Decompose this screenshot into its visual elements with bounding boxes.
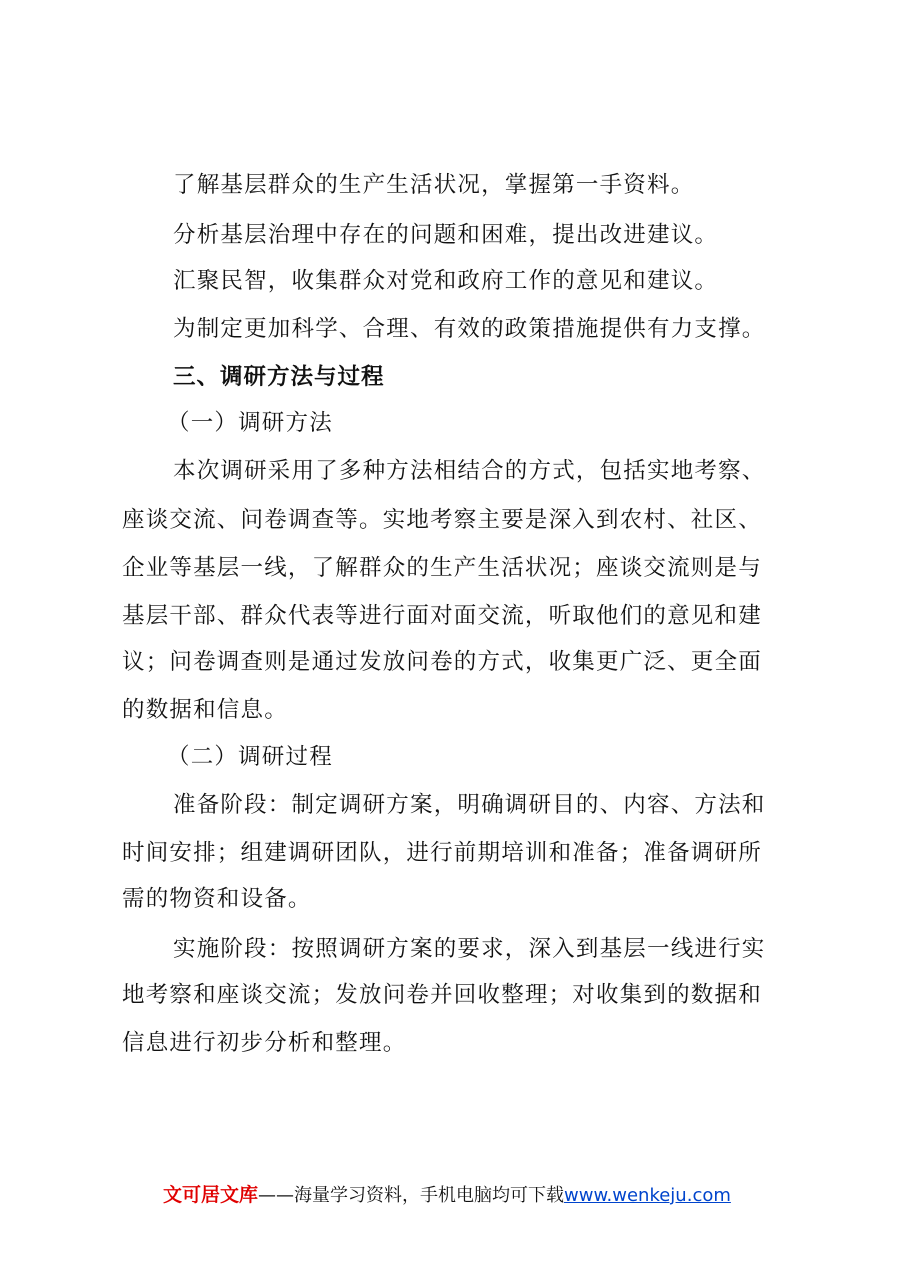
methods-line-4: 基层干部、群众代表等进行面对面交流，听取他们的意见和建: [122, 603, 762, 629]
process-prep-line-1: 准备阶段：制定调研方案，明确调研目的、内容、方法和: [173, 792, 766, 818]
footer-tagline: ——海量学习资料，手机电脑均可下载: [258, 1185, 565, 1206]
body-line-1: 了解基层群众的生产生活状况，掌握第一手资料。: [173, 172, 695, 198]
body-line-2: 分析基层治理中存在的问题和困难，提出改进建议。: [173, 222, 719, 248]
methods-line-6: 的数据和信息。: [122, 697, 288, 723]
process-impl-line-2: 地考察和座谈交流；发放问卷并回收整理；对收集到的数据和: [122, 982, 762, 1008]
methods-line-2: 座谈交流、问卷调查等。实地考察主要是深入到农村、社区、: [122, 507, 762, 533]
footer-brand: 文可居文库: [163, 1184, 259, 1206]
body-line-4: 为制定更加科学、合理、有效的政策措施提供有力支撑。: [173, 316, 766, 342]
methods-line-3: 企业等基层一线，了解群众的生产生活状况；座谈交流则是与: [122, 555, 762, 581]
footer-link[interactable]: www.wenkeju.com: [564, 1185, 731, 1206]
section-heading: 三、调研方法与过程: [173, 364, 385, 390]
process-prep-line-3: 需的物资和设备。: [122, 886, 312, 912]
subsection-heading-methods: （一）调研方法: [167, 410, 333, 436]
methods-line-5: 议；问卷调查则是通过发放问卷的方式，收集更广泛、更全面: [122, 649, 762, 675]
process-impl-line-1: 实施阶段：按照调研方案的要求，深入到基层一线进行实: [173, 936, 766, 962]
footer: [163, 1182, 731, 1209]
subsection-heading-process: （二）调研过程: [167, 744, 333, 770]
process-prep-line-2: 时间安排；组建调研团队，进行前期培训和准备；准备调研所: [122, 840, 762, 866]
body-line-3: 汇聚民智，收集群众对党和政府工作的意见和建议。: [173, 268, 719, 294]
methods-line-1: 本次调研采用了多种方法相结合的方式，包括实地考察、: [173, 458, 766, 484]
process-impl-line-3: 信息进行初步分析和整理。: [122, 1030, 407, 1056]
